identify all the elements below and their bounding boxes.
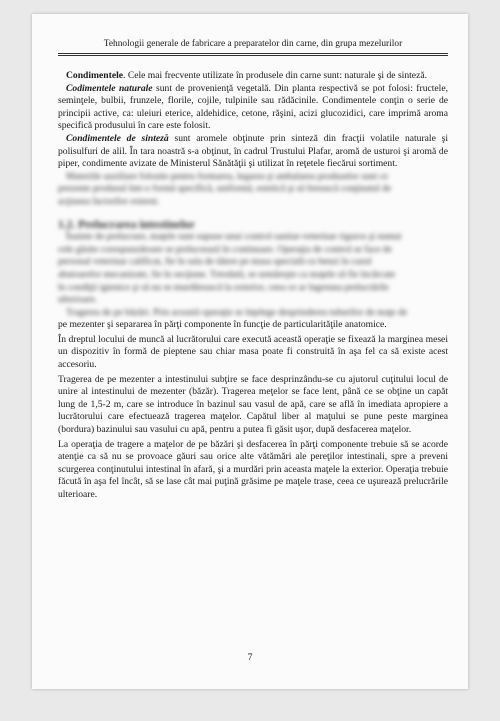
blurred-line: Tragerea de pe băzări. Prin această operaţie se înţelege desprinderea tuburilor de maţe de (66, 306, 408, 318)
blurred-line: prezente produsul într-o formă specifică, uniformă, estetică şi să ferească conţinutul de (58, 183, 392, 195)
blurred-line: Materiile auxiliare folosite pentru formarea, legarea şi ambalarea produselor sunt ce (66, 170, 389, 182)
page-number: 7 (247, 652, 253, 663)
term-condimente-sinteza: Condimentele de sinteză (66, 132, 169, 144)
blurred-line: ulterioare. (58, 294, 98, 306)
paragraph-condimente-naturale: Codimentele naturale sunt de provenienţă vegetală. Din planta respectivă se pot folosi: fructele, seminţele, bulbii, frunzele, florile, cojile, tulpinile sau rădăcinile. Condimentele conţin o serie de principii active, ca: uleiuri eterice, aldehidice, cetone, răşini, acizi glucozidici, care imprimă aroma specifică produsului în care este folosit. (58, 82, 448, 132)
document-page (32, 14, 468, 689)
blurred-section (58, 171, 448, 320)
section-heading: 1.2. Prelucrarea intestinelor (58, 218, 195, 231)
paragraph-operatia: La operaţia de tragere a maţelor de pe băzări şi desfacerea în părţi componente trebuie să se acorde atenţie ca să nu se provoace găuri sau orice alte vătămări ale pereţilor intestinali, spre a preveni scurgerea conţinutului intestinal în afară, şi a murdări prin aceasta maţele la exterior. Operaţia trebuie făcută în aşa fel încât, să se lase cât mai puţină grăsime pe maţele trase, ceea ce uşurează prelucrările ulterioare. (58, 438, 448, 500)
running-header: Tehnologii generale de fabricare a preparatelor din carne, din grupa mezelurilor (58, 38, 448, 54)
paragraph-tragerea: Tragerea de pe mezenter a intestinului subţire se face desprinzându-se cu ajutorul cuţitului locul de unire al intestinului de mezenter (băzăr). Tragerea meţelor se face lent, până ce se obţine un capăt lung de 1,5-2 m, care se introduce în bazinul sau vasul de apă, care se află în imediata apropiere a lucrătorului care efectuează tragerea maţelor. Capătul liber al maţului se pune peste marginea (bordura) bazinului sau vasului cu apă, pentru a putea fi găsit uşor, după desfacerea maţelor. (58, 373, 448, 436)
term-condimentele: Condimentele (66, 70, 124, 81)
page-content (58, 70, 448, 502)
term-condimente-naturale: Codimentele naturale (66, 82, 153, 94)
blurred-line: acţiunea factorilor externi. (58, 195, 160, 207)
blurred-line: abatoarelor mecanizate, fie în secţiune. Totodată, se urmăreşte ca maţele să fie încărcate (58, 268, 396, 280)
blurred-line: personal veterinar calificat, fie în sala de tăiere pe masa specială cu benzi în cazul (58, 256, 372, 268)
paragraph-condimentele: Condimentele. Cele mai frecvente utilizate în produsele din carne sunt: naturale şi de sinteză. (66, 70, 427, 81)
paragraph-mezenter: pe mezenter şi separarea în părţi componente în funcţie de particularităţile anatomice. (58, 319, 387, 331)
paragraph-condimente-sinteza: Condimentele de sinteză sunt aromele obţinute prin sinteză din fracţii volatile naturale şi polisulfuri de alil. În tara noastră s-a obţinut, în cadrul Trustului Plafar, aromă de usturoi şi aromă de piper, condimente avizate de Ministerul Sănătăţii şi utilizat în reţetele fiecărui sortiment. (58, 132, 449, 170)
blurred-line: Înainte de prelucrare, maţele sunt supuse unui control sanitar-veterinar riguros şi numai (66, 231, 402, 243)
blurred-line: în condiţii igienice şi să nu se murdărească la exterior, ceea ce ar îngreuna prelucrările (58, 281, 389, 293)
blurred-line: cele găsite corespunzătoare se prelucrează în continuare. Operaţia de control se face de (58, 243, 392, 255)
paragraph-dispozitiv: În dreptul locului de muncă al lucrătorului care execută această operaţie se fixează la marginea mesei un dispozitiv în formă de pieptene sau chiar masa poate fi construită în aşa fel ca să existe acest accesoriu. (58, 333, 448, 371)
